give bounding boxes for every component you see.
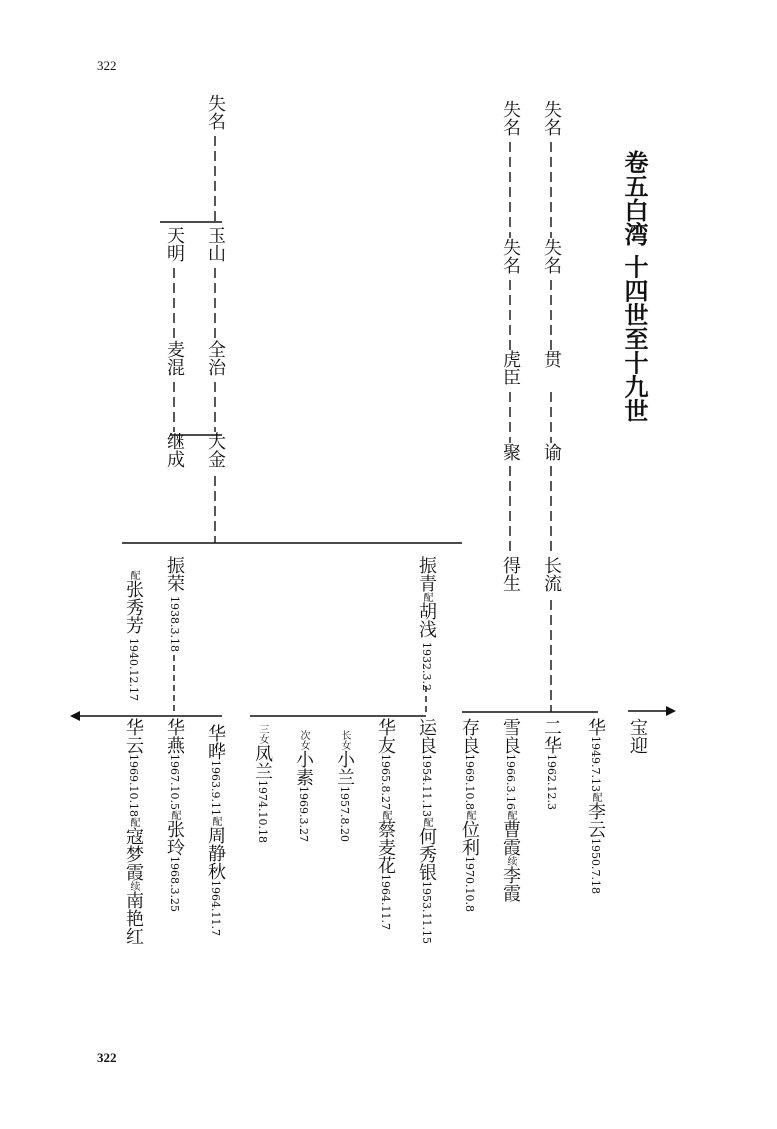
xueliang-spouse: 曹霞 (500, 819, 521, 856)
page-number-bottom: 322 (97, 1050, 117, 1065)
col1-c: 贯 (541, 350, 562, 368)
huayou-spouse: 蔡麦花 (375, 819, 396, 874)
fenglan-rank: 三女 (257, 724, 268, 744)
hua-name: 华 (585, 718, 606, 736)
huaye-pei: 配 (210, 815, 221, 826)
huayun-pei: 配 (128, 816, 139, 827)
col2-b: 失名 (500, 238, 521, 274)
zhenrong-spouse-date: 1940.12.17 (127, 638, 140, 701)
yunliang-date: 1954.11.13 (420, 754, 433, 817)
xiaosu-rank: 次女 (298, 730, 309, 750)
col4-d: 继成 (164, 432, 185, 468)
xueliang-spouse2: 李霞 (500, 865, 521, 902)
zhenrong-date: 1938.3.18 (168, 596, 181, 652)
hua-pei: 配 (590, 791, 601, 802)
huayou-spouse-date: 1964.11.7 (379, 873, 392, 930)
col3-c: 全治 (205, 340, 226, 376)
hua-spouse: 李云 (585, 801, 606, 838)
hua-date: 1949.7.13 (589, 736, 602, 792)
person-zhenqing (415, 556, 437, 691)
huaye-spouse: 周静秋 (205, 825, 226, 880)
col2-c: 虎臣 (500, 350, 521, 386)
cunliang-pei: 配 (464, 809, 475, 820)
zhenqing-pei: 配 (421, 592, 432, 602)
fenglan-name: 凤兰 (252, 744, 273, 780)
huaye-name: 华晔 (205, 724, 226, 760)
xiaolan-date: 1957.8.20 (338, 786, 351, 842)
zhenrong-name: 振荣 (164, 556, 185, 592)
col3-a: 失名 (205, 94, 226, 130)
page-number-top: 322 (97, 58, 117, 73)
hua-spouse-date: 1950.7.18 (589, 837, 602, 894)
person-xiaosu (292, 730, 314, 842)
huayou-name: 华友 (375, 718, 396, 754)
xueliang-xu: 续 (505, 855, 516, 866)
yunliang-name: 运良 (416, 718, 437, 754)
huayun-name: 华云 (123, 718, 144, 754)
xueliang-pei: 配 (505, 809, 516, 820)
col1-e: 长流 (541, 556, 562, 592)
xiaolan-rank: 长女 (339, 730, 350, 750)
huayan-spouse: 张玲 (164, 819, 185, 856)
person-xueliang (499, 718, 521, 902)
xueliang-name: 雪良 (500, 718, 521, 754)
xiaosu-name: 小素 (293, 750, 314, 786)
zhenqing-name: 振青 (416, 556, 437, 592)
person-huaye (204, 724, 226, 936)
yunliang-spouse: 何秀银 (416, 826, 437, 881)
col2-a: 失名 (500, 100, 521, 136)
huayun-spouse2: 南艳红 (123, 890, 144, 945)
xiaosu-date: 1969.3.27 (297, 786, 310, 842)
erhua-date: 1962.12.3 (545, 754, 558, 810)
person-baoying: 宝迎 (627, 718, 648, 754)
cunliang-spouse: 位利 (459, 819, 480, 856)
huayan-spouse-date: 1968.3.25 (168, 855, 181, 912)
person-hua (584, 718, 606, 894)
col2-d: 聚 (500, 443, 521, 461)
page-title: 卷五白湾 十四世至十九世 (620, 150, 649, 423)
cunliang-name: 存良 (459, 718, 480, 754)
huayun-date: 1969.10.18 (127, 754, 140, 817)
yunliang-spouse-date: 1953.11.15 (420, 880, 433, 944)
person-huayun (122, 718, 144, 945)
erhua-name: 二华 (541, 718, 562, 754)
person-erhua (540, 718, 562, 810)
huayun-spouse: 寇梦霞 (123, 826, 144, 881)
col3-b: 玉山 (205, 226, 226, 262)
col1-a: 失名 (541, 100, 562, 136)
person-huayan (163, 718, 185, 912)
zhenqing-date: 1932.3.2 (420, 642, 433, 691)
xiaolan-name: 小兰 (334, 750, 355, 786)
huayan-name: 华燕 (164, 718, 185, 754)
person-zhenrong-spouse (122, 570, 144, 701)
col1-d: 谕 (541, 443, 562, 461)
person-huayou (374, 718, 396, 930)
person-yunliang (415, 718, 437, 944)
person-fenglan (251, 724, 273, 843)
xueliang-date: 1966.3.16 (504, 754, 517, 810)
person-zhenrong (163, 556, 185, 652)
col4-b: 天明 (164, 226, 185, 262)
fenglan-date: 1974.10.18 (256, 780, 269, 843)
huaye-spouse-date: 1964.11.7 (209, 879, 222, 936)
col3-d: 大金 (205, 432, 226, 468)
col4-c: 麦混 (164, 340, 185, 376)
huayan-date: 1967.10.5 (168, 754, 181, 810)
huayun-xu: 续 (128, 880, 139, 891)
yunliang-pei: 配 (421, 816, 432, 827)
huayou-pei: 配 (380, 809, 391, 820)
col1-b: 失名 (541, 238, 562, 274)
col2-e: 得生 (500, 556, 521, 592)
zhenrong-spouse-pei: 配 (128, 570, 139, 580)
zhenrong-spouse-name: 张秀芳 (123, 580, 144, 634)
person-cunliang (458, 718, 480, 912)
cunliang-spouse-date: 1970.10.8 (463, 855, 476, 912)
huaye-date: 1963.9.11 (209, 760, 222, 816)
huayou-date: 1965.8.27 (379, 754, 392, 810)
cunliang-date: 1969.10.8 (463, 754, 476, 810)
huayan-pei: 配 (169, 809, 180, 820)
person-xiaolan (333, 730, 355, 842)
zhenqing-spouse: 胡浅 (416, 602, 437, 638)
